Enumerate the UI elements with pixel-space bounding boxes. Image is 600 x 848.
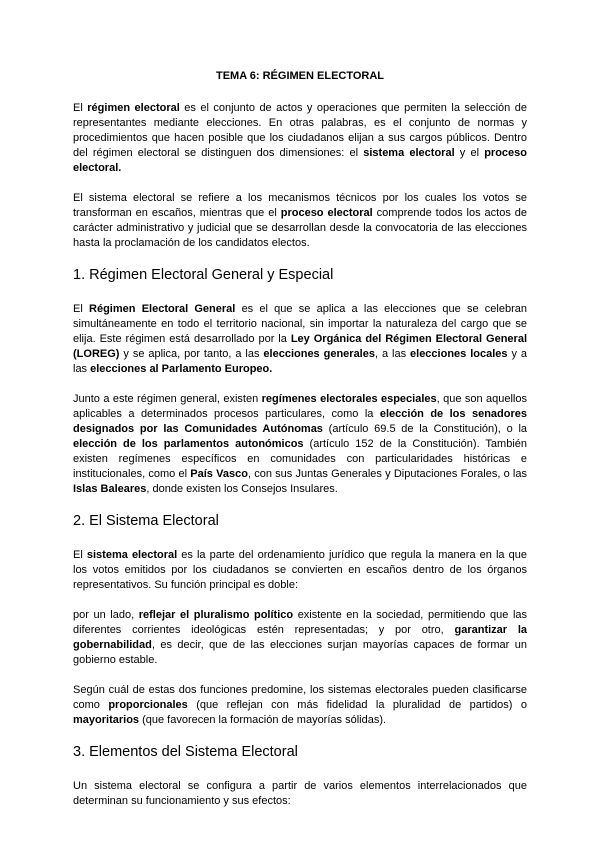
bold-text-run: elección de los parlamentos autonómicos [73, 438, 304, 450]
text-run: y se aplica, por tanto, a las [119, 348, 264, 360]
section-3-heading: 3. Elementos del Sistema Electoral [73, 744, 298, 760]
section-2-paragraph-2 [73, 608, 527, 668]
section-2-paragraph-1 [73, 548, 527, 593]
section-3-paragraph-1 [73, 779, 527, 809]
bold-text-run: regímenes electorales especiales [261, 393, 437, 405]
text-run: por un lado, [73, 609, 139, 621]
document-content [73, 70, 527, 824]
bold-text-run: Islas Baleares [73, 483, 147, 495]
bold-text-run: mayoritarios [73, 714, 140, 726]
text-run: El [73, 549, 87, 561]
text-run: El [73, 303, 90, 315]
text-run: (artículo 152 de la Constitución). También existen regímenes específicos en comunidades con particularidades históricas e institucionales, como el [73, 438, 527, 480]
bold-text-run: País Vasco [190, 468, 248, 480]
bold-text-run: elecciones al Parlamento Europeo. [90, 363, 273, 375]
text-run: existente en la sociedad, permitiendo que las diferentes corrientes ideológicas estén representadas; y por otro, [73, 609, 528, 636]
bold-text-run: elección de los senadores designados por las Comunidades Autónomas [73, 408, 527, 435]
text-run: El [73, 102, 88, 114]
text-run: y el [454, 147, 485, 159]
section-2-paragraph-3 [73, 683, 527, 728]
bold-text-run: proporcionales [108, 699, 188, 711]
text-run: El sistema electoral se refiere a los mecanismos técnicos por los cuales los votos se transforman en escaños, mientras que el [73, 192, 527, 219]
text-run: , a las [374, 348, 411, 360]
text-run: es la parte del ordenamiento jurídico que regula la manera en la que los votos emitidos por los ciudadanos se convierten en escaños dentro de los órganos representativos. Su función principal es doble: [73, 549, 527, 591]
bold-text-run: régimen electoral [87, 102, 180, 114]
bold-text-run: garantizar la gobernabilidad [73, 624, 527, 651]
section-2-heading: 2. El Sistema Electoral [73, 513, 219, 529]
bold-text-run: sistema electoral [86, 549, 178, 561]
text-run: , es decir, que de las elecciones surjan mayorías capaces de formar un gobierno estable. [73, 639, 527, 666]
bold-text-run: Ley Orgánica del Régimen Electoral General (LOREG) [73, 333, 527, 360]
bold-text-run: sistema electoral [363, 147, 455, 159]
text-run: es el que se aplica a las elecciones que se celebran simultáneamente en todo el territorio nacional, sin importar la naturaleza del cargo que se elija. Este régimen está desarrollado por la [73, 303, 527, 345]
bold-text-run: elecciones locales [410, 348, 508, 360]
text-run: (que reflejan con más fidelidad la pluralidad de partidos) o [187, 699, 527, 711]
text-run: comprende todos los actos de carácter administrativo y judicial que se desarrollan desde la convocatoria de las elecciones hasta la proclamación de los candidatos electos. [73, 207, 528, 249]
page-title: TEMA 6: RÉGIMEN ELECTORAL [215, 70, 385, 82]
section-1-paragraph-1 [73, 302, 527, 377]
text-run: , que son aquellos aplicables a determinados procesos particulares, como la [73, 393, 527, 420]
bold-text-run: Régimen Electoral General [89, 303, 236, 315]
section-1-paragraph-2 [73, 392, 527, 497]
section-1-heading: 1. Régimen Electoral General y Especial [73, 267, 334, 283]
text-run: (que favorecen la formación de mayorías sólidas). [139, 714, 387, 726]
intro-paragraph-1 [73, 101, 527, 176]
text-run: , con sus Juntas Generales y Diputaciones Forales, o las [247, 468, 527, 480]
bold-text-run: proceso electoral [280, 207, 373, 219]
bold-text-run: elecciones generales [263, 348, 375, 360]
intro-paragraph-2 [73, 191, 527, 251]
text-run: (artículo 69.5 de la Constitución), o la [322, 423, 528, 435]
text-run: Según cuál de estas dos funciones predomine, los sistemas electorales pueden clasificarse como [73, 684, 527, 711]
text-run: Un sistema electoral se configura a partir de varios elementos interrelacionados que determinan su funcionamiento y sus efectos: [73, 780, 527, 807]
text-run: Junto a este régimen general, existen [73, 393, 262, 405]
text-run: y a las [73, 348, 527, 375]
bold-text-run: reflejar el pluralismo político [138, 609, 294, 621]
bold-text-run: proceso electoral. [73, 147, 527, 174]
text-run: , donde existen los Consejos Insulares. [146, 483, 338, 495]
text-run: es el conjunto de actos y operaciones que permiten la selección de representantes mediante elecciones. En otras palabras, es el conjunto de normas y procedimientos que hacen posible que los ciudadanos elijan a sus cargos públicos. Dentro del régimen electoral se distinguen dos dimensiones: el [73, 102, 527, 159]
